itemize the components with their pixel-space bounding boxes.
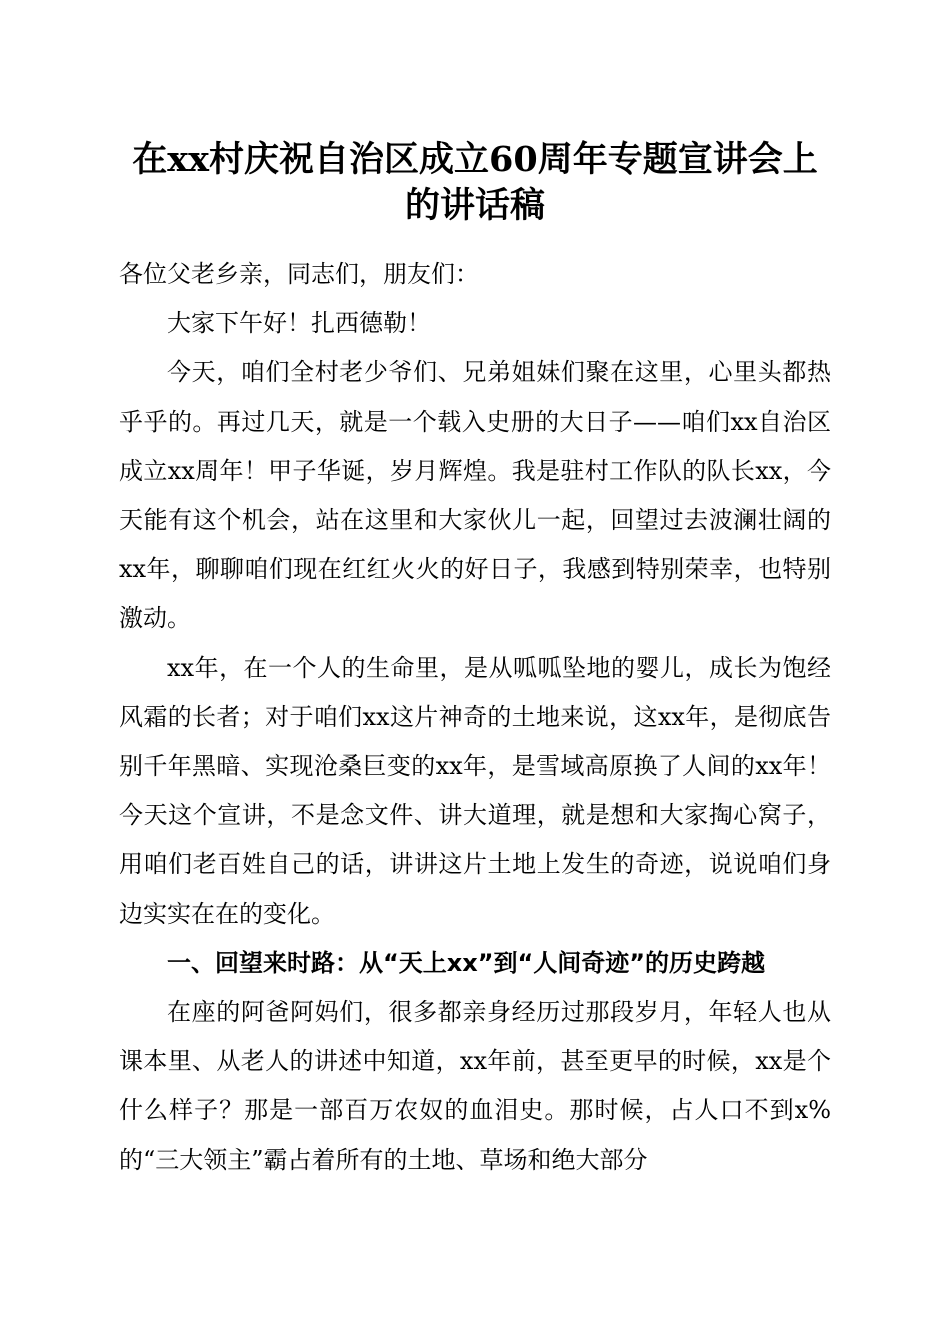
greeting: 大家下午好！扎西德勒！ (167, 309, 431, 338)
paragraph-2: xx年，在一个人的生命里，是从呱呱坠地的婴儿，成长为饱经风霜的长者；对于咱们xx这片神奇的土地来说，这xx年，是彻底告别千年黑暗、实现沧桑巨变的xx年，是雪域高原换了人间的xx年！今天这个宣讲，不是念文件、讲大道理，就是想和大家掏心窝子，用咱们老百姓自己的话，讲讲这片土地上发生的奇迹，说说咱们身边实实在在的变化。 (119, 653, 831, 928)
document-body (119, 250, 831, 1185)
section-1-heading: 一、回望来时路：从“天上xx”到“人间奇迹”的历史跨越 (167, 948, 766, 977)
salutation: 各位父老乡亲，同志们，朋友们： (119, 260, 479, 288)
paragraph-1: 今天，咱们全村老少爷们、兄弟姐妹们聚在这里，心里头都热乎乎的。再过几天，就是一个载入史册的大日子——咱们xx自治区成立xx周年！甲子华诞，岁月辉煌。我是驻村工作队的队长xx，今天能有这个机会，站在这里和大家伙儿一起，回望过去波澜壮阔的xx年，聊聊咱们现在红红火火的好日子，我感到特别荣幸，也特别激动。 (119, 358, 831, 633)
document-title-line-2: 的讲话稿 (404, 185, 545, 226)
document-title-line-1: 在xx村庆祝自治区成立60周年专题宣讲会上 (132, 139, 818, 180)
paragraph-3: 在座的阿爸阿妈们，很多都亲身经历过那段岁月，年轻人也从课本里、从老人的讲述中知道，xx年前，甚至更早的时候，xx是个什么样子？那是一部百万农奴的血泪史。那时候，占人口不到x%的“三大领主”霸占着所有的土地、草场和绝大部分 (119, 998, 831, 1174)
